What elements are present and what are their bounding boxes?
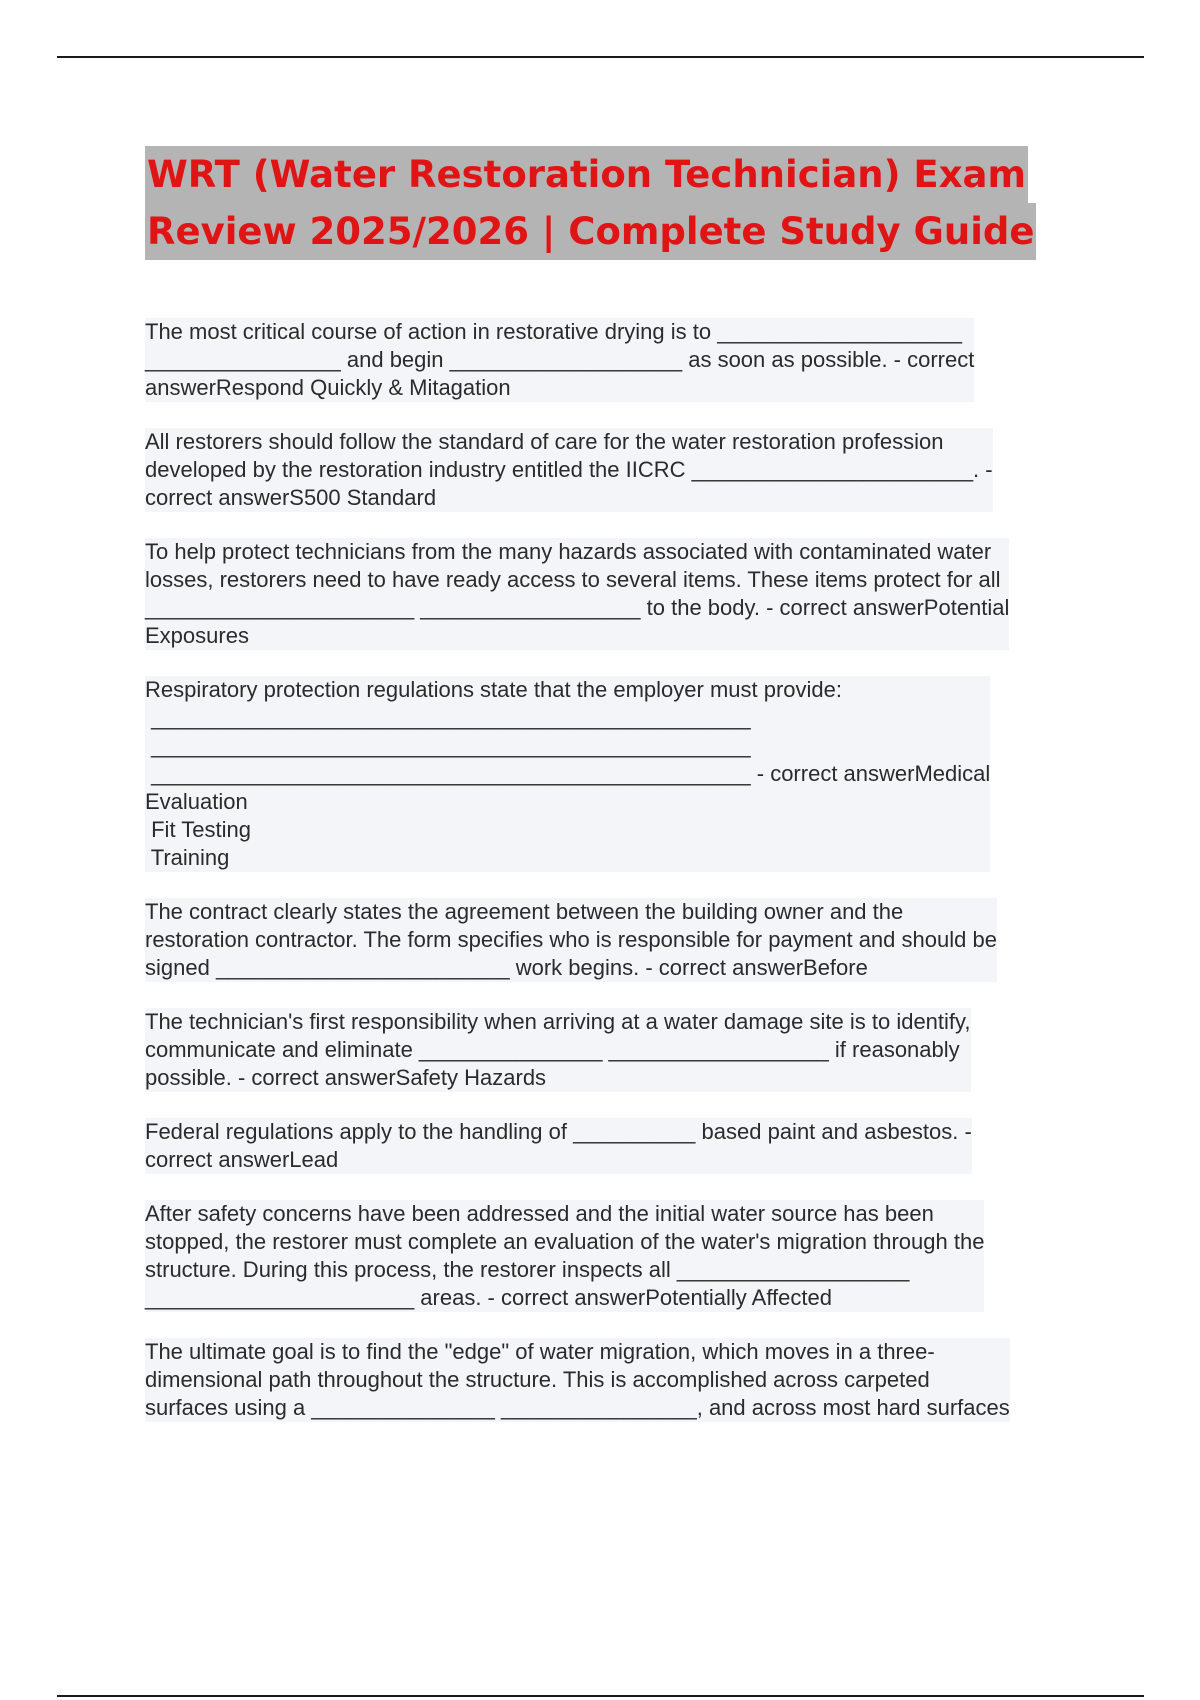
text-line: ______________________ areas. - correct answerPotentially Affected	[145, 1285, 832, 1310]
text-line: correct answerLead	[145, 1147, 339, 1172]
text-line: The ultimate goal is to find the "edge" of water migration, which moves in a three-	[145, 1339, 935, 1364]
question-answer-item	[145, 538, 1009, 650]
title-line-2: Review 2025/2026 | Complete Study Guide	[145, 203, 1036, 260]
title-line-1: WRT (Water Restoration Technician) Exam	[145, 146, 1028, 203]
document-title	[145, 146, 1045, 260]
question-answer-item	[145, 1200, 984, 1312]
text-line: answerRespond Quickly & Mitagation	[145, 375, 511, 400]
text-line: The contract clearly states the agreement between the building owner and the	[145, 899, 904, 924]
question-answer-item	[145, 676, 990, 872]
question-answer-item	[145, 1338, 1010, 1422]
text-line: ______________________ __________________ to the body. - correct answerPotential	[145, 595, 1010, 620]
text-line: Training	[145, 845, 230, 870]
text-line: signed ________________________ work begins. - correct answerBefore	[145, 955, 868, 980]
text-line: restoration contractor. The form specifies who is responsible for payment and should be	[145, 927, 997, 952]
text-line: Federal regulations apply to the handling of __________ based paint and asbestos. -	[145, 1119, 972, 1144]
text-line: developed by the restoration industry entitled the IICRC _______________________. -	[145, 457, 993, 482]
text-line: dimensional path throughout the structure. This is accomplished across carpeted	[145, 1367, 930, 1392]
text-line: possible. - correct answerSafety Hazards	[145, 1065, 547, 1090]
text-line: _________________________________________________ - correct answerMedical	[145, 761, 991, 786]
question-answer-item	[145, 428, 993, 512]
text-line: losses, restorers need to have ready access to several items. These items protect for all	[145, 567, 1001, 592]
text-line: correct answerS500 Standard	[145, 485, 437, 510]
question-answer-item	[145, 898, 997, 982]
text-line: To help protect technicians from the many hazards associated with contaminated water	[145, 539, 992, 564]
text-line: structure. During this process, the restorer inspects all ___________________	[145, 1257, 910, 1282]
text-line: Evaluation	[145, 789, 248, 814]
question-answer-item	[145, 1008, 971, 1092]
question-answer-item	[145, 1118, 972, 1174]
text-line: After safety concerns have been addressed and the initial water source has been	[145, 1201, 934, 1226]
text-line: ________________ and begin ___________________ as soon as possible. - correct	[145, 347, 975, 372]
text-line: communicate and eliminate _______________ __________________ if reasonably	[145, 1037, 960, 1062]
text-line: All restorers should follow the standard of care for the water restoration profession	[145, 429, 944, 454]
top-rule	[57, 56, 1144, 58]
text-line: Exposures	[145, 623, 249, 648]
text-line: _________________________________________________	[145, 705, 751, 730]
text-line: _________________________________________________	[145, 733, 751, 758]
text-line: surfaces using a _______________ ________________, and across most hard surfaces	[145, 1395, 1010, 1420]
question-answer-item	[145, 318, 974, 402]
text-line: stopped, the restorer must complete an evaluation of the water's migration through the	[145, 1229, 985, 1254]
text-line: Respiratory protection regulations state that the employer must provide:	[145, 677, 843, 702]
question-list	[145, 318, 1085, 1448]
text-line: The most critical course of action in restorative drying is to ____________________	[145, 319, 962, 344]
text-line: The technician's first responsibility when arriving at a water damage site is to identify,	[145, 1009, 971, 1034]
text-line: Fit Testing	[145, 817, 251, 842]
bottom-rule	[57, 1695, 1144, 1697]
